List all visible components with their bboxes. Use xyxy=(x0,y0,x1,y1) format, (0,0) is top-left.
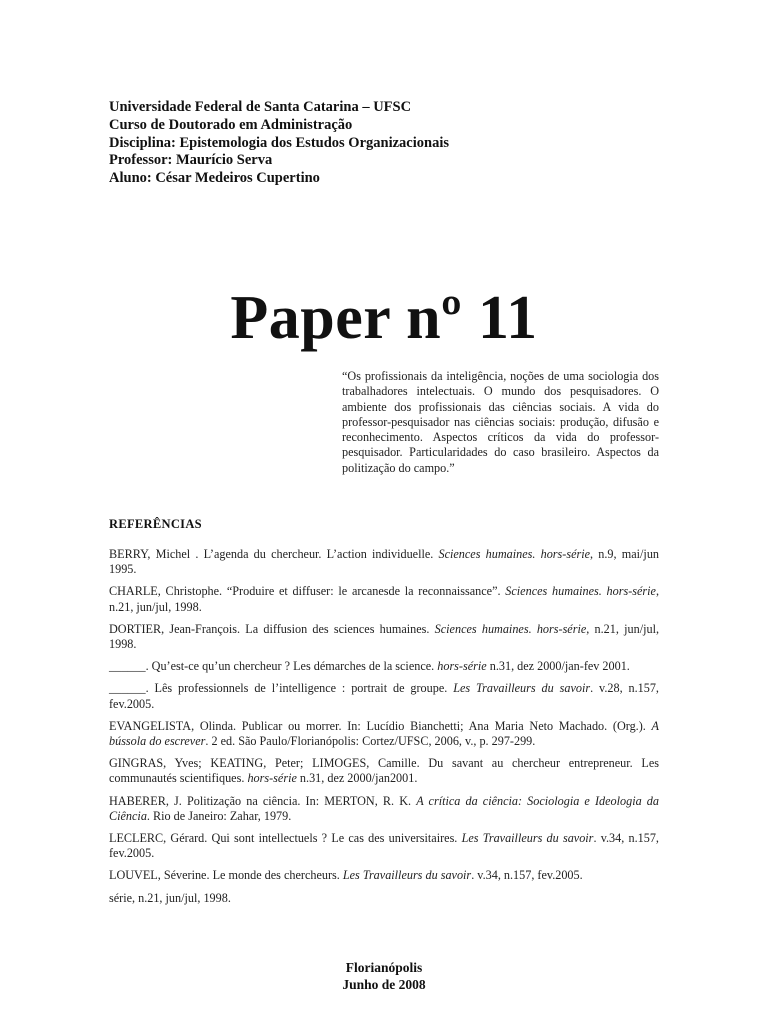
reference-details: . v.34, n.157, fev.2005. xyxy=(109,831,659,861)
reference-text: LECLERC, Gérard. Qui sont intellectuels ? Le cas des universitaires. xyxy=(109,831,462,846)
reference-text: LOUVEL, Séverine. Le monde des chercheurs. xyxy=(109,868,343,883)
reference-item xyxy=(109,794,659,824)
reference-text: DORTIER, Jean-François. La diffusion des sciences humaines. xyxy=(109,621,435,636)
reference-text: ______. Qu’est-ce qu’un chercheur ? Les démarches de la science. xyxy=(109,659,438,674)
reference-source: A crítica da ciência: Sociologia e Ideologia da Ciência xyxy=(109,793,659,823)
reference-details: n.31, dez 2000/jan-fev 2001. xyxy=(486,659,630,674)
document-footer xyxy=(0,959,768,993)
reference-details: . Rio de Janeiro: Zahar, 1979. xyxy=(146,808,292,823)
reference-source: Les Travailleurs du savoir xyxy=(342,868,472,883)
footer-date: Junho de 2008 xyxy=(342,977,426,992)
discipline-name: Disciplina: Epistemologia dos Estudos Organizacionais xyxy=(109,134,449,151)
reference-item xyxy=(109,868,659,883)
reference-details: . v.34, n.157, fev.2005. xyxy=(471,868,583,883)
references-heading: REFERÊNCIAS xyxy=(109,517,202,531)
document-header xyxy=(109,99,449,188)
reference-details: n.31, dez 2000/jan2001. xyxy=(296,771,418,786)
reference-source: Les Travailleurs du savoir xyxy=(453,681,591,696)
reference-source: hors-série xyxy=(437,659,487,674)
reference-source: Les Travailleurs du savoir xyxy=(461,831,594,846)
reference-text: BERRY, Michel . L’agenda du chercheur. L’action individuelle. xyxy=(109,547,439,561)
reference-source: Sciences humaines. hors-série xyxy=(434,621,587,636)
reference-details: , n.21, jun/jul, 1998. xyxy=(109,584,660,614)
reference-item xyxy=(109,831,659,861)
reference-source: A bússola do escrever xyxy=(109,718,659,749)
professor-name: Professor: Maurício Serva xyxy=(109,152,273,169)
reference-item xyxy=(109,681,659,711)
reference-details: . v.28, n.157, fev.2005. xyxy=(109,681,659,711)
reference-text: HABERER, J. Politização na ciência. In: MERTON, R. K. xyxy=(109,793,417,808)
reference-item xyxy=(109,719,659,749)
student-name: Aluno: César Medeiros Cupertino xyxy=(109,170,320,187)
footer-city: Florianópolis xyxy=(345,960,423,975)
reference-item xyxy=(109,584,659,614)
page-title: Paper nº 11 xyxy=(230,284,538,352)
reference-text: ______. Lês professionnels de l’intelligence : portrait de groupe. xyxy=(109,681,454,696)
references-list xyxy=(109,547,659,913)
reference-details: , n.21, jun/jul, 1998. xyxy=(109,621,660,652)
reference-source: Sciences humaines. hors-série xyxy=(438,547,591,561)
university-name: Universidade Federal de Santa Catarina – UFSC xyxy=(109,99,412,115)
reference-source: Sciences humaines. hors-série xyxy=(505,584,656,599)
reference-item xyxy=(109,756,659,786)
course-name: Curso de Doutorado em Administração xyxy=(109,116,353,133)
reference-source: hors-série xyxy=(247,771,297,786)
reference-item xyxy=(109,547,659,577)
reference-text: CHARLE, Christophe. “Produire et diffuser: le arcanesde la reconnaissance”. xyxy=(109,584,506,599)
reference-details: , n.9, mai/jun 1995. xyxy=(109,547,660,577)
reference-text: série, n.21, jun/jul, 1998. xyxy=(109,890,231,905)
reference-item xyxy=(109,622,659,652)
reference-item xyxy=(109,659,659,674)
abstract-text: “Os profissionais da inteligência, noções de uma sociologia dos trabalhadores intelectuais. O mundo dos pesquisadores. O ambiente dos profissionais das ciências sociais. A vida do professor-pesquisador nas ciências sociais: produção, difusão e reconhecimento. Aspectos críticos da vida do professor-pesquisador. Particularidades do caso brasileiro. Aspectos da politização do campo.” xyxy=(342,369,659,475)
reference-text: EVANGELISTA, Olinda. Publicar ou morrer. In: Lucídio Bianchetti; Ana Maria Neto Machado. (Org.). xyxy=(109,718,652,733)
reference-details: . 2 ed. São Paulo/Florianópolis: Cortez/UFSC, 2006, v., p. 297-299. xyxy=(205,734,536,749)
reference-text: GINGRAS, Yves; KEATING, Peter; LIMOGES, Camille. Du savant au chercheur entrepreneur. Les communautés scientifiques. xyxy=(109,756,659,786)
reference-item xyxy=(109,891,659,906)
